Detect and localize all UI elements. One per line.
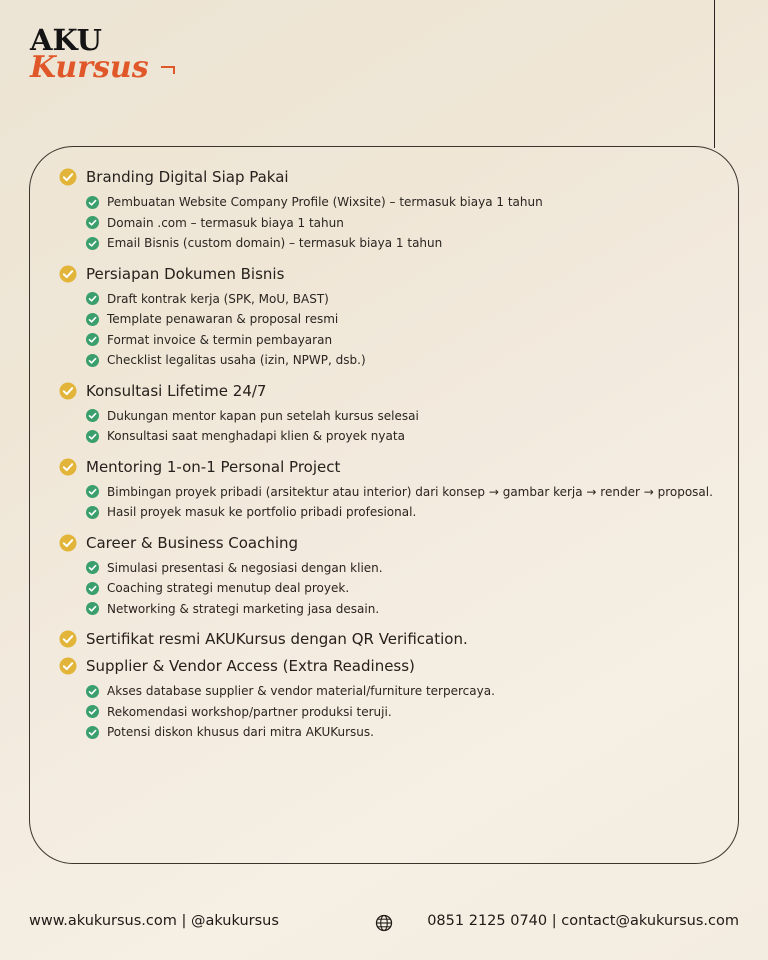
section-title: Konsultasi Lifetime 24/7 <box>86 381 267 400</box>
green-check-icon <box>86 485 99 498</box>
green-check-icon <box>86 354 99 367</box>
list-item <box>86 482 713 503</box>
list-item <box>86 681 699 702</box>
list-item-label: Draft kontrak kerja (SPK, MoU, BAST) <box>107 291 329 306</box>
list-item-label: Hasil proyek masuk ke portfolio pribadi profesional. <box>107 505 417 520</box>
green-check-icon <box>86 705 99 718</box>
green-check-icon <box>86 685 99 698</box>
green-check-icon <box>86 333 99 346</box>
section-heading <box>59 165 699 189</box>
section-title: Mentoring 1-on-1 Personal Project <box>86 457 341 476</box>
corner-mark-icon <box>161 66 175 74</box>
list-item-label: Dukungan mentor kapan pun setelah kursus selesai <box>107 408 419 423</box>
benefits-list <box>59 165 713 751</box>
list-item-label: Rekomendasi workshop/partner produksi teruji. <box>107 704 392 719</box>
list-item <box>86 406 699 427</box>
list-item-label: Akses database supplier & vendor material/furniture terpercaya. <box>107 684 495 699</box>
list-item <box>86 722 699 743</box>
benefit-section <box>59 627 699 651</box>
green-check-icon <box>86 409 99 422</box>
footer-contact[interactable]: 0851 2125 0740 | contact@akukursus.com <box>427 913 739 929</box>
section-heading <box>59 379 699 403</box>
list-item <box>86 426 699 447</box>
section-heading <box>59 654 699 678</box>
gold-check-badge-icon <box>59 265 77 283</box>
section-items <box>59 681 699 743</box>
green-check-icon <box>86 726 99 739</box>
list-item <box>86 213 699 234</box>
gold-check-badge-icon <box>59 382 77 400</box>
list-item-label: Simulasi presentasi & negosiasi dengan klien. <box>107 560 383 575</box>
list-item <box>86 599 699 620</box>
brand-name-top: AKU <box>30 23 102 57</box>
list-item-label: Pembuatan Website Company Profile (Wixsite) – termasuk biaya 1 tahun <box>107 195 543 210</box>
green-check-icon <box>86 196 99 209</box>
benefit-section <box>59 455 713 523</box>
list-item-label: Networking & strategi marketing jasa desain. <box>107 601 380 616</box>
list-item <box>86 350 699 371</box>
benefit-section <box>59 654 699 743</box>
brand-name-script: Kursus <box>30 50 149 85</box>
section-heading <box>59 627 699 651</box>
section-heading <box>59 455 699 479</box>
list-item <box>86 578 699 599</box>
footer-website-social[interactable]: www.akukursus.com | @akukursus <box>29 913 279 929</box>
green-check-icon <box>86 313 99 326</box>
gold-check-badge-icon <box>59 630 77 648</box>
gold-check-badge-icon <box>59 168 77 186</box>
list-item-label: Coaching strategi menutup deal proyek. <box>107 581 350 596</box>
green-check-icon <box>86 430 99 443</box>
section-title: Persiapan Dokumen Bisnis <box>86 264 285 283</box>
section-items <box>59 192 699 254</box>
list-item <box>86 702 699 723</box>
list-item <box>86 502 699 523</box>
list-item <box>86 233 699 254</box>
green-check-icon <box>86 561 99 574</box>
section-title: Branding Digital Siap Pakai <box>86 168 289 186</box>
list-item-label: Domain .com – termasuk biaya 1 tahun <box>107 215 344 230</box>
list-item-label: Format invoice & termin pembayaran <box>107 332 333 347</box>
footer <box>0 913 768 933</box>
benefit-section <box>59 379 699 447</box>
section-title: Supplier & Vendor Access (Extra Readiness) <box>86 657 415 675</box>
list-item <box>86 192 699 213</box>
list-item <box>86 330 699 351</box>
green-check-icon <box>86 506 99 519</box>
list-item-label: Potensi diskon khusus dari mitra AKUKursus. <box>107 725 374 740</box>
brand-logo <box>30 23 175 85</box>
list-item-label: Template penawaran & proposal resmi <box>107 312 339 327</box>
list-item-label: Checklist legalitas usaha (izin, NPWP, dsb.) <box>107 353 366 368</box>
section-items <box>59 406 699 447</box>
decorative-divider <box>714 0 715 148</box>
green-check-icon <box>86 216 99 229</box>
list-item <box>86 558 699 579</box>
green-check-icon <box>86 602 99 615</box>
section-items <box>59 482 713 523</box>
section-heading <box>59 531 699 555</box>
section-title: Sertifikat resmi AKUKursus dengan QR Verification. <box>86 630 468 648</box>
globe-icon <box>375 914 393 932</box>
section-items <box>59 558 699 620</box>
gold-check-badge-icon <box>59 657 77 675</box>
section-items <box>59 289 699 371</box>
list-item-label: Email Bisnis (custom domain) – termasuk biaya 1 tahun <box>107 236 443 251</box>
gold-check-badge-icon <box>59 458 77 476</box>
green-check-icon <box>86 582 99 595</box>
list-item-label: Bimbingan proyek pribadi (arsitektur atau interior) dari konsep → gambar kerja → render → proposal. <box>107 484 713 499</box>
gold-check-badge-icon <box>59 534 77 552</box>
brand-name-bottom <box>30 50 175 85</box>
list-item <box>86 289 699 310</box>
list-item-label: Konsultasi saat menghadapi klien & proyek nyata <box>107 429 405 444</box>
section-heading <box>59 262 699 286</box>
list-item <box>86 309 699 330</box>
section-title: Career & Business Coaching <box>86 533 299 552</box>
green-check-icon <box>86 292 99 305</box>
green-check-icon <box>86 237 99 250</box>
benefit-section <box>59 165 699 254</box>
benefit-section <box>59 262 699 371</box>
benefit-section <box>59 531 699 620</box>
